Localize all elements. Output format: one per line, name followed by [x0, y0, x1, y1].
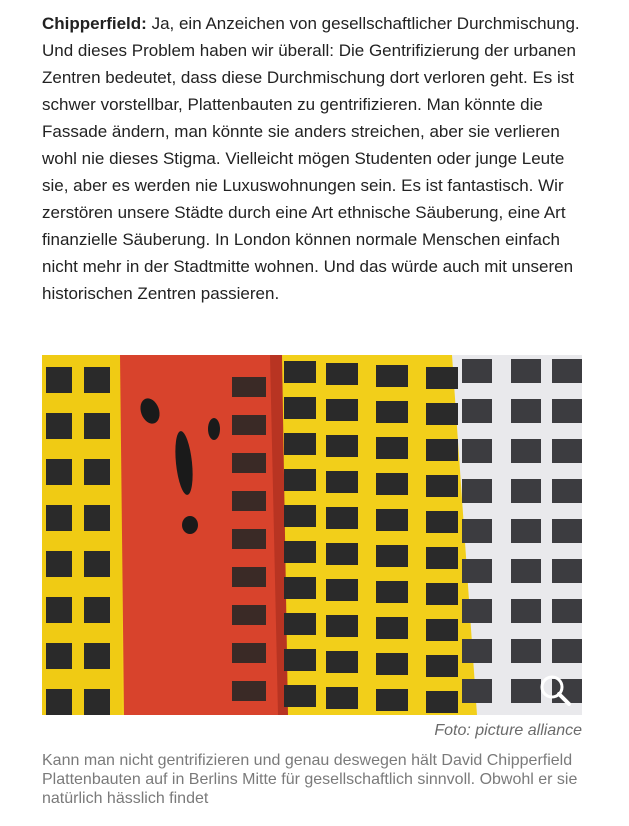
interview-paragraph	[42, 10, 587, 307]
plattenbau-facade-image	[42, 355, 582, 715]
photo-caption: Kann man nicht gentrifizieren und genau deswegen hält David Chipperfield Plattenbauten auf in Berlins Mitte für gesellschaftlich sinnvoll. Obwohl er sie natürlich hässlich findet	[42, 752, 578, 807]
article-photo[interactable]	[42, 355, 582, 715]
article-body	[42, 10, 587, 307]
photo-credit: Foto: picture alliance	[434, 722, 582, 739]
speaker-name: Chipperfield:	[42, 14, 147, 33]
magnifier-icon[interactable]	[538, 673, 572, 707]
answer-text: Ja, ein Anzeichen von gesellschaftlicher Durchmischung. Und dieses Problem haben wir überall: Die Gentrifizierung der urbanen Zentren bedeutet, dass diese Durchmischung dort verloren geht. Es ist schwer vorstellbar, Plattenbauten zu gentrifizieren. Man könnte die Fassade ändern, man könnte sie anders streichen, aber sie verlieren wohl nie dieses Stigma. Vielleicht mögen Studenten oder junge Leute sie, aber es werden nie Luxuswohnungen sein. Es ist fantastisch. Wir zerstören unsere Städte durch eine Art ethnische Säuberung, eine Art finanzielle Säuberung. In London können normale Menschen einfach nicht mehr in der Stadtmitte wohnen. Und das würde auch mit unseren historischen Zentren passieren.	[42, 14, 580, 303]
